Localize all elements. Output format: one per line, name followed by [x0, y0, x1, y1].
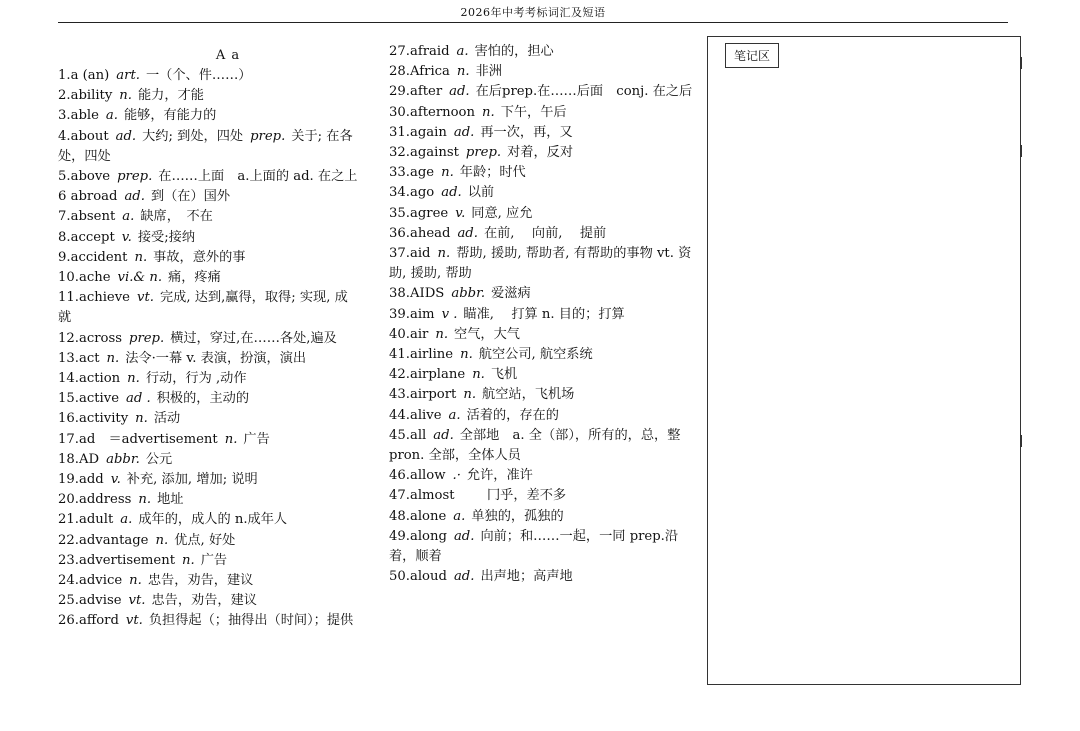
part-of-speech: prep. — [465, 145, 502, 161]
vocab-entry — [389, 406, 694, 426]
vocab-word: 47.almost — [389, 488, 455, 504]
vocab-entry — [58, 127, 358, 167]
vocab-meaning: 全部地 a. 全（部），所有的，总，整 pron. 全部，全体人员 — [389, 427, 681, 464]
vocab-entry — [389, 62, 694, 82]
vocab-word: 3.able — [58, 108, 99, 124]
vocab-meaning: 事故，意外的事 — [153, 249, 246, 265]
vocab-word: 7.absent — [58, 209, 116, 225]
vocab-entry — [58, 430, 358, 450]
vocab-meaning: 在后prep.在……后面 conj. 在之后 — [475, 84, 693, 100]
vocab-word: 12.across — [58, 330, 122, 346]
vocab-meaning: 帮助, 援助, 帮助者, 有帮助的事物 vt. 资助, 援助, 帮助 — [389, 246, 692, 282]
vocab-word: 18.AD — [58, 451, 100, 467]
part-of-speech: n. — [437, 246, 451, 262]
vocab-entry — [389, 345, 694, 365]
vocab-entry — [58, 207, 358, 227]
vocab-meaning: 再一次，再，又 — [480, 124, 573, 140]
vocab-entry — [389, 325, 694, 345]
vocab-word: 15.active — [58, 391, 119, 407]
part-of-speech: ad. — [453, 124, 475, 140]
vocab-word: 11.achieve — [58, 290, 130, 306]
part-of-speech: n. — [456, 64, 470, 80]
vocab-entry — [389, 183, 694, 203]
vocab-entry — [58, 490, 358, 510]
vocab-entry — [389, 527, 694, 567]
vocab-entry — [389, 42, 694, 62]
vocab-meaning: 年龄；时代 — [459, 165, 526, 181]
vocab-entry — [389, 123, 694, 143]
vocab-word: 8.accept — [58, 229, 115, 245]
part-of-speech: vi.& n. — [117, 270, 163, 286]
vocab-meaning: 忠告，劝告，建议 — [151, 593, 257, 609]
part-of-speech: ad. — [441, 185, 462, 201]
vocab-meaning: 地址 — [157, 492, 184, 508]
vocab-meaning: 下午，午后 — [500, 104, 567, 120]
vocab-word: 21.adult — [58, 512, 114, 528]
vocab-meaning: 允许，准许 — [466, 468, 533, 484]
vocab-meaning: 公元 — [145, 451, 173, 467]
vocab-meaning: 积极的，主动的 — [156, 391, 250, 407]
vocab-word: 48.alone — [389, 508, 447, 524]
vocab-word: 2.ability — [58, 88, 113, 104]
vocab-meaning: 痛，疼痛 — [168, 270, 221, 286]
part-of-speech: a. — [122, 209, 135, 225]
part-of-speech: ad. — [433, 427, 454, 443]
vocab-entry — [58, 106, 358, 126]
vocab-entry — [389, 486, 694, 506]
part-of-speech: ad. — [453, 528, 475, 544]
vocab-word: 34.ago — [389, 185, 435, 201]
vocab-entry — [58, 228, 358, 248]
part-of-speech: n. — [127, 371, 140, 387]
part-of-speech: art. — [116, 68, 140, 83]
part-of-speech: n. — [106, 350, 120, 366]
vocab-column-middle — [389, 42, 694, 587]
part-of-speech: ad . — [126, 391, 151, 407]
vocab-entry — [58, 450, 358, 470]
vocab-meaning: 广告 — [243, 431, 270, 447]
vocab-meaning: 爱滋病 — [491, 286, 531, 302]
vocab-word: 6 abroad — [58, 189, 118, 205]
vocab-entry — [389, 224, 694, 244]
part-of-speech: a. — [105, 108, 118, 124]
part-of-speech: n. — [460, 347, 473, 363]
vocab-entry — [58, 66, 358, 86]
part-of-speech: a. — [120, 512, 133, 528]
vocab-entry — [389, 305, 694, 325]
part-of-speech: n. — [134, 249, 148, 265]
vocab-meaning: 缺席， 不在 — [140, 209, 213, 225]
vocab-meaning: 向前；和……一起，一同 prep.沿着，顺着 — [389, 528, 679, 565]
part-of-speech: a. — [448, 407, 461, 423]
vocab-meaning: 横过，穿过,在……各处,遍及 — [170, 330, 337, 346]
vocab-word: 14.action — [58, 371, 121, 387]
header-title: 2026年中考考标词汇及短语 — [460, 6, 606, 19]
vocab-word: 43.airport — [389, 387, 457, 403]
vocab-word: 33.age — [389, 165, 435, 181]
vocab-word: 16.activity — [58, 411, 129, 427]
vocab-word: 40.air — [389, 326, 429, 342]
notes-margin-tick — [1020, 435, 1022, 447]
vocab-entry — [389, 244, 694, 284]
notes-margin-tick — [1020, 145, 1022, 157]
vocab-meaning: 优点, 好处 — [174, 532, 236, 548]
part-of-speech: n. — [224, 431, 238, 447]
vocab-meaning: 广告 — [200, 552, 228, 568]
vocab-entry — [58, 531, 358, 551]
vocab-meaning: 行动，行为 ,动作 — [145, 371, 247, 387]
part-of-speech: ad. — [457, 225, 478, 241]
vocab-word: 39.aim — [389, 306, 435, 322]
part-of-speech: n. — [441, 165, 454, 181]
part-of-speech: ad. — [453, 569, 475, 585]
vocab-entry — [58, 551, 358, 571]
vocab-entry — [58, 86, 358, 106]
part-of-speech: n. — [435, 326, 449, 342]
vocab-word: 44.alive — [389, 407, 442, 423]
vocab-entry — [58, 591, 358, 611]
part-of-speech: n. — [129, 573, 142, 589]
part-of-speech: abbr. — [106, 451, 140, 467]
vocab-meaning: 飞机 — [490, 367, 518, 383]
vocab-meaning: 能力，才能 — [137, 88, 204, 104]
part-of-speech: n. — [482, 104, 495, 120]
page-header — [58, 4, 1008, 23]
vocab-word: 35.agree — [389, 205, 449, 221]
part-of-speech: abbr. — [451, 286, 486, 302]
vocab-word: 46.allow — [389, 468, 446, 484]
part-of-speech: v. — [455, 205, 466, 221]
vocab-meaning: 补充, 添加, 增加; 说明 — [126, 472, 258, 488]
vocab-entry — [58, 349, 358, 369]
vocab-entry — [58, 389, 358, 409]
vocab-word: 50.aloud — [389, 569, 447, 585]
vocab-word: 25.advise — [58, 593, 122, 609]
part-of-speech: a. — [456, 44, 469, 59]
vocab-word: 38.AIDS — [389, 286, 445, 302]
vocab-word: 32.against — [389, 145, 459, 161]
vocab-word: 19.add — [58, 472, 104, 488]
notes-label: 笔记区 — [725, 43, 779, 68]
vocab-meaning: 冂乎，差不多 — [460, 488, 567, 504]
part-of-speech: n. — [182, 552, 195, 568]
vocab-word: 23.advertisement — [58, 552, 176, 568]
part-of-speech: prep. — [129, 330, 165, 346]
vocab-entry — [58, 167, 358, 187]
part-of-speech: n. — [138, 492, 152, 508]
part-of-speech: ad. — [449, 84, 470, 100]
vocab-meaning: 接受;接纳 — [137, 229, 196, 245]
vocab-meaning: 以前 — [467, 185, 495, 201]
vocab-entry — [58, 369, 358, 389]
vocab-list-left — [58, 66, 358, 632]
vocab-meaning: 航空站，飞机场 — [482, 387, 575, 403]
vocab-entry — [58, 510, 358, 530]
part-of-speech: n. — [472, 367, 485, 383]
vocab-word: 13.act — [58, 350, 100, 366]
vocab-word: 5.above — [58, 169, 111, 185]
vocab-word: 1.a (an) — [58, 68, 110, 83]
part-of-speech: n. — [119, 88, 132, 104]
section-letter: A a — [215, 48, 241, 63]
vocab-entry — [389, 466, 694, 486]
part-of-speech: .· — [452, 468, 461, 484]
part-of-speech: vt. — [125, 613, 143, 629]
vocab-meaning: 成年的，成人的 n.成年人 — [138, 512, 288, 528]
vocab-meaning: 对着，反对 — [507, 145, 574, 161]
vocab-meaning: 航空公司, 航空系统 — [478, 347, 593, 363]
vocab-entry — [389, 365, 694, 385]
vocab-entry — [389, 103, 694, 123]
vocab-entry — [389, 284, 694, 304]
vocab-entry — [389, 507, 694, 527]
vocab-meaning: 在前, 向前, 提前 — [483, 225, 607, 241]
part-of-speech: n. — [155, 532, 169, 548]
vocab-entry — [58, 329, 358, 349]
part-of-speech: a. — [453, 508, 466, 524]
part-of-speech: prep. — [117, 169, 153, 185]
vocab-list-middle — [389, 42, 694, 587]
vocab-meaning: 在……上面 a.上面的 ad. 在之上 — [158, 169, 358, 185]
part-of-speech: v. — [110, 472, 121, 488]
part-of-speech: prep. — [250, 128, 286, 144]
vocab-entry — [58, 409, 358, 429]
vocab-meaning: 空气，大气 — [454, 326, 520, 342]
vocab-word: 9.accident — [58, 249, 128, 265]
vocab-word: 10.ache — [58, 270, 111, 286]
part-of-speech: v . — [441, 306, 458, 322]
vocab-word: 49.along — [389, 528, 447, 544]
vocab-meaning: 一（个、件……） — [145, 68, 252, 83]
vocab-meaning: 关于; 在各处，四处 — [58, 128, 353, 164]
vocab-entry — [389, 82, 694, 102]
vocab-word: 20.address — [58, 492, 132, 508]
part-of-speech: n. — [135, 411, 148, 427]
vocab-meaning: 法令·一幕 v. 表演，扮演，演出 — [125, 350, 307, 366]
vocab-word: 36.ahead — [389, 225, 451, 241]
vocab-entry — [58, 187, 358, 207]
vocab-meaning: 瞄准, 打算 n. 目的；打算 — [463, 306, 625, 322]
vocab-meaning: 完成, 达到,赢得，取得; 实现, 成就 — [58, 290, 348, 326]
vocab-word: 22.advantage — [58, 532, 149, 548]
part-of-speech: vt. — [128, 593, 146, 609]
vocab-meaning: 害怕的，担心 — [474, 44, 554, 59]
vocab-word: 24.advice — [58, 573, 123, 589]
vocab-word: 26.afford — [58, 613, 119, 629]
vocab-meaning: 活着的，存在的 — [466, 407, 559, 423]
vocab-entry — [58, 571, 358, 591]
vocab-meaning: 出声地；高声地 — [480, 569, 573, 585]
part-of-speech: vt. — [137, 290, 154, 306]
vocab-meaning: 到（在）国外 — [150, 189, 231, 205]
vocab-word: 31.again — [389, 124, 447, 140]
vocab-word: 45.all — [389, 427, 427, 443]
notes-area[interactable] — [707, 36, 1021, 685]
vocab-meaning: 同意, 应允 — [471, 205, 533, 221]
vocab-entry — [58, 268, 358, 288]
vocab-entry — [58, 248, 358, 268]
vocab-word: 28.Africa — [389, 64, 450, 80]
vocab-word: 29.after — [389, 84, 443, 100]
vocab-entry — [389, 385, 694, 405]
vocab-meaning: 活动 — [153, 411, 181, 427]
vocab-meaning: 非洲 — [475, 64, 502, 80]
vocab-meaning: 能够，有能力的 — [123, 108, 217, 124]
notes-margin-tick — [1020, 57, 1022, 69]
vocab-entry — [58, 288, 358, 328]
vocab-column-left — [58, 46, 358, 632]
part-of-speech: ad. — [115, 128, 137, 144]
part-of-speech: ad. — [124, 189, 145, 205]
vocab-meaning: 负担得起（；抽得出（时间）；提供 — [148, 613, 354, 629]
part-of-speech: v. — [121, 229, 132, 245]
vocab-meaning: 单独的，孤独的 — [471, 508, 564, 524]
part-of-speech: n. — [463, 387, 477, 403]
vocab-word: 37.aid — [389, 246, 431, 262]
vocab-meaning: 大约; 到处，四处 — [142, 128, 244, 144]
vocab-entry — [389, 163, 694, 183]
vocab-entry — [389, 567, 694, 587]
vocab-word: 41.airline — [389, 347, 454, 363]
vocab-entry — [389, 204, 694, 224]
vocab-entry — [58, 470, 358, 490]
vocab-word: 27.afraid — [389, 44, 450, 59]
vocab-entry — [389, 426, 694, 466]
vocab-word: 42.airplane — [389, 367, 466, 383]
vocab-word: 17.ad ＝advertisement — [58, 431, 218, 447]
vocab-entry — [58, 611, 358, 631]
vocab-meaning: 忠告，劝告，建议 — [147, 573, 254, 589]
vocab-word: 30.afternoon — [389, 104, 475, 120]
vocab-word: 4.about — [58, 128, 109, 144]
vocab-entry — [389, 143, 694, 163]
